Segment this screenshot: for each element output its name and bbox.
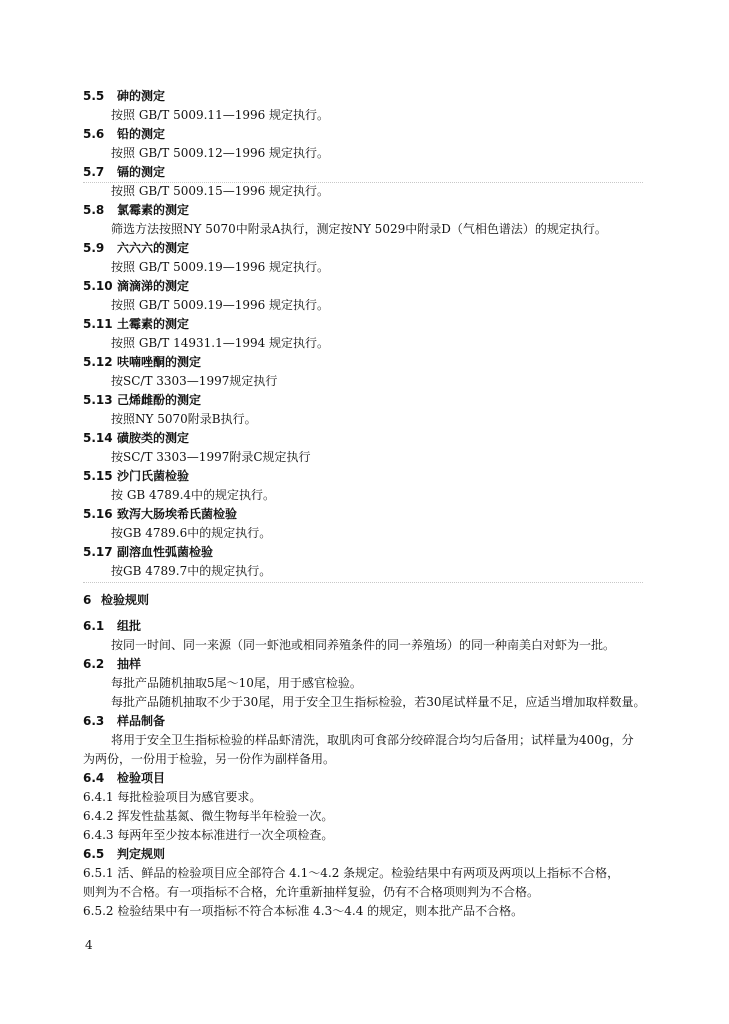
scan-line — [83, 182, 643, 183]
section-6-3-heading: 6.3 样品制备 — [83, 714, 166, 728]
section-5-11-heading: 5.11 土霉素的测定 — [83, 317, 190, 331]
section-5-13-heading: 5.13 己烯雌酚的测定 — [83, 393, 202, 407]
section-5-8-heading: 5.8 氯霉素的测定 — [83, 203, 190, 217]
section-6-3-text-2: 为两份，一份用于检验，另一份作为副样备用。 — [83, 752, 336, 766]
section-5-5-text: 按照 GB/T 5009.11—1996 规定执行。 — [111, 108, 330, 122]
section-5-10-text: 按照 GB/T 5009.19—1996 规定执行。 — [111, 298, 330, 312]
section-5-17-text: 按GB 4789.7中的规定执行。 — [111, 564, 272, 578]
section-6-4-2-text: 6.4.2 挥发性盐基氮、微生物每半年检验一次。 — [83, 809, 334, 823]
section-5-11-text: 按照 GB/T 14931.1—1994 规定执行。 — [111, 336, 330, 350]
section-6-5-1-text-2: 则判为不合格。有一项指标不合格，允许重新抽样复验，仍有不合格项则判为不合格。 — [83, 885, 540, 899]
section-6-5-2-text: 6.5.2 检验结果中有一项指标不符合本标准 4.3～4.4 的规定，则本批产品不合格。 — [83, 904, 524, 918]
section-5-16-heading: 5.16 致泻大肠埃希氏菌检验 — [83, 507, 238, 521]
section-5-8-text: 筛选方法按照NY 5070中附录A执行，测定按NY 5029中附录D（气相色谱法）的规定执行。 — [111, 222, 607, 236]
section-5-15-text: 按 GB 4789.4中的规定执行。 — [111, 488, 276, 502]
section-5-14-heading: 5.14 磺胺类的测定 — [83, 431, 190, 445]
section-6-2-text-1: 每批产品随机抽取5尾～10尾，用于感官检验。 — [111, 676, 362, 690]
section-5-6-text: 按照 GB/T 5009.12—1996 规定执行。 — [111, 146, 330, 160]
scan-line — [83, 582, 643, 583]
section-6-4-3-text: 6.4.3 每两年至少按本标准进行一次全项检查。 — [83, 828, 334, 842]
section-6-3-text-1: 将用于安全卫生指标检验的样品虾清洗，取肌肉可食部分绞碎混合均匀后备用；试样量为400g，分 — [111, 733, 634, 747]
section-5-9-text: 按照 GB/T 5009.19—1996 规定执行。 — [111, 260, 330, 274]
section-5-12-heading: 5.12 呋喃唑酮的测定 — [83, 355, 202, 369]
page-number: 4 — [85, 938, 93, 952]
section-5-12-text: 按SC/T 3303—1997规定执行 — [111, 374, 278, 388]
section-6-1-text: 按同一时间、同一来源（同一虾池或相同养殖条件的同一养殖场）的同一种南美白对虾为一批。 — [111, 638, 616, 652]
section-5-6-heading: 5.6 铅的测定 — [83, 127, 166, 141]
section-5-17-heading: 5.17 副溶血性弧菌检验 — [83, 545, 214, 559]
section-5-13-text: 按照NY 5070附录B执行。 — [111, 412, 257, 426]
section-6-4-heading: 6.4 检验项目 — [83, 771, 166, 785]
section-6-2-text-2: 每批产品随机抽取不少于30尾，用于安全卫生指标检验，若30尾试样量不足，应适当增加取样数量。 — [111, 695, 646, 709]
section-5-5-heading: 5.5 砷的测定 — [83, 89, 166, 103]
section-5-7-heading: 5.7 镉的测定 — [83, 165, 166, 179]
section-6-5-heading: 6.5 判定规则 — [83, 847, 166, 861]
section-6-2-heading: 6.2 抽样 — [83, 657, 142, 671]
section-5-9-heading: 5.9 六六六的测定 — [83, 241, 190, 255]
section-6-5-1-text-1: 6.5.1 活、鲜品的检验项目应全部符合 4.1～4.2 条规定。检验结果中有两项及两项以上指标不合格， — [83, 866, 620, 880]
section-6-4-1-text: 6.4.1 每批检验项目为感官要求。 — [83, 790, 262, 804]
section-5-15-heading: 5.15 沙门氏菌检验 — [83, 469, 190, 483]
section-5-14-text: 按SC/T 3303—1997附录C规定执行 — [111, 450, 311, 464]
section-6-heading: 6 检验规则 — [83, 593, 150, 607]
section-5-16-text: 按GB 4789.6中的规定执行。 — [111, 526, 272, 540]
section-6-1-heading: 6.1 组批 — [83, 619, 142, 633]
section-5-7-text: 按照 GB/T 5009.15—1996 规定执行。 — [111, 184, 330, 198]
section-5-10-heading: 5.10 滴滴涕的测定 — [83, 279, 190, 293]
